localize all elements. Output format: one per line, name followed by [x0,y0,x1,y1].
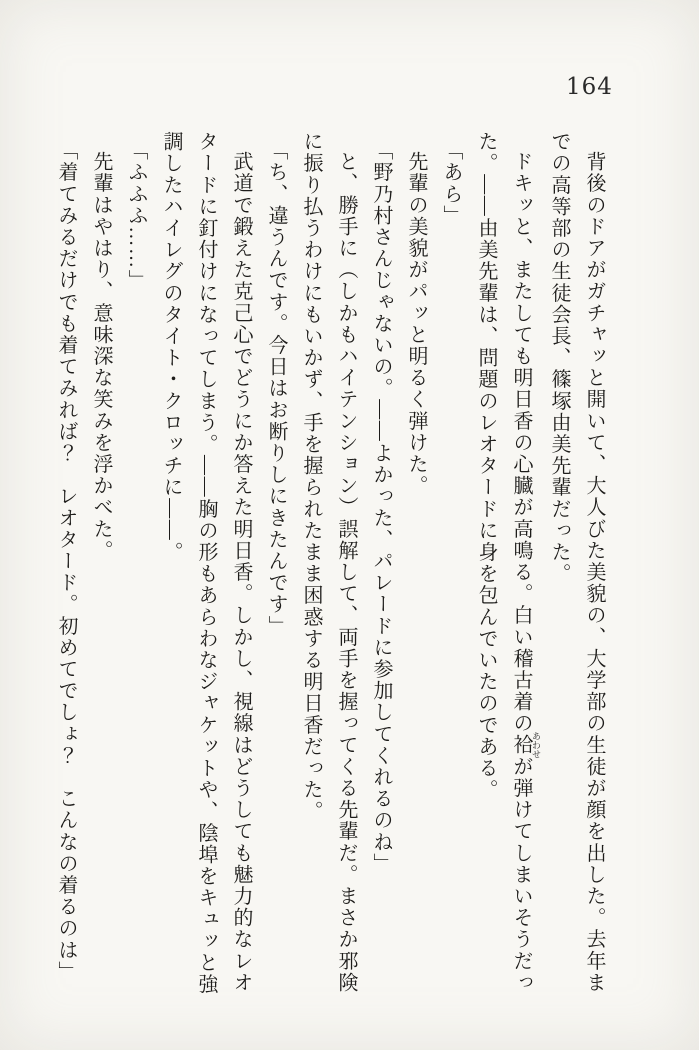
text-line: での高等部の生徒会長、篠塚由美先輩だった。 [548,131,570,585]
furigana-ruby: 袷 あわせ [510,731,541,759]
text-line: 「着てみるだけでも着てみれば？ レオタード。初めてでしょ？ こんなの着るのは」 [55,140,77,983]
text-line: た。――由美先輩は、問題のレオタードに身を包んでいたのである。 [475,131,497,801]
text-line: 背後のドアがガチャッと開いて、大人びた美貌の、大学部の生徒が顔を出した。去年ま [583,151,605,994]
text-line: と、勝手に（しかもハイテンション）誤解して、両手を握ってくる先輩だ。まさか邪険 [335,151,357,994]
page-number: 164 [566,74,613,100]
text-line: 武道で鍛えた克己心でどうにか答えた明日香。しかし、視線はどうしても魅力的なレオ [230,151,252,994]
text-line: 先輩はやはり、意味深な笑みを浮かべた。 [90,151,112,562]
text-line: 「ふふふ……」 [125,140,147,292]
text-line: 「ち、違うんです。今日はお断りしにきたんです」 [265,140,287,637]
text-line: に振り払うわけにもいかず、手を握られたまま困惑する明日香だった。 [300,131,322,823]
text-line: タードに釘付けになってしまう。――胸の形もあらわなジャケットや、陰埠をキュッと強 [195,131,217,995]
body-text [51,131,611,997]
text-line: 「野乃村さんじゃないの。――よかった、パレードに参加してくれるのね」 [370,140,392,875]
text-line: 「あら」 [440,140,462,227]
text-line: 先輩の美貌がパッと明るく弾けた。 [405,151,427,497]
text-line: 調したハイレグのタイト・クロッチに――。 [160,131,182,563]
text-line: ドキッと、またしても明日香の心臓が高鳴る。白い稽古着の袷 あわせが弾けてしまいそうだっ [510,151,541,994]
